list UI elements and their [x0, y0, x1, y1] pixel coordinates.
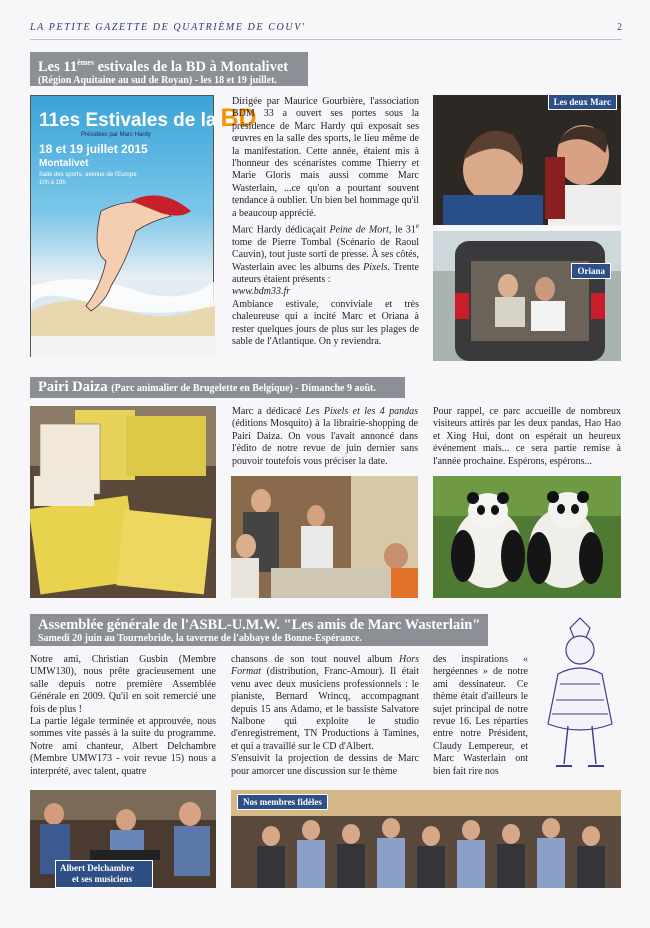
- photo-members: [231, 790, 621, 888]
- page-number: 2: [617, 22, 622, 33]
- article1-para-2: Marc Hardy dédicaçait Peine de Mort, le 31e tome de Pierre Tombal (Scénario de Raoul Cauvin), tout juste sorti de presse. À ses côtés, Wasterlain avec les albums des Pixels. Trente auteurs étaient présents :: [232, 222, 420, 286]
- article2-title: Pairi Daiza (Parc animalier de Brugelette en Belgique) - Dimanche 9 août.: [38, 379, 376, 395]
- poster-title: 11es Estivales de la: [39, 110, 217, 131]
- article1-para-1: Dirigée par Maurice Gourbière, l'association BDM 33 a ouvert ses portes sous la présidence de Marc Hardy qui exposait ses œuvres en la salle des sports, le lieu même de la manifestation. Cette année, étaient mis à l'honneur des scénaristes comme Thierry et Marie Gloris mais aussi comme Marc Wasterlain, ...ce qu'on a pourtant souvent tendance à oublier. Un bien bel hommage qu'il a beaucoup apprécié.: [232, 96, 419, 219]
- photo-albert-musicians: [30, 790, 216, 888]
- poster-city: Montalivet: [39, 158, 89, 169]
- article1-link[interactable]: www.bdm33.fr: [232, 286, 291, 298]
- article2-body-2: Pour rappel, ce parc accueille de nombreux visiteurs attirés par les deux pandas, Hao Hao et Xing Hui, dont on espérait un heureux événement mais... ce sera partie remise à l'année prochaine. Espérons, espérons...: [433, 406, 621, 467]
- article2-banner: [30, 377, 405, 398]
- article3-banner: [30, 614, 488, 646]
- poster-presided: Présidées par Marc Hardy: [81, 132, 151, 138]
- photo-two-marcs: [433, 95, 621, 225]
- article3-subtitle: Samedi 20 juin au Tournebride, la taverne de l'abbaye de Bonne-Espérance.: [38, 633, 362, 644]
- poster-place: Salle des sports, avenue de l'Europe: [39, 172, 137, 178]
- article1-banner: [30, 52, 308, 86]
- article3-col-1: Notre ami, Christian Gusbin (Membre UMW130), nous prête gracieusement une salle depuis notre première Assemblée Générale en 2009. Qu'il en soit remercié une fois de plus ! La partie légale terminée et approuvée, nous sommes vite passés à la suite du programme. Notre ami chanteur, Albert Delchambre (Membre UMW173 - voir revue 15) nous a interprété, avec talent, quatre: [30, 654, 216, 777]
- article1-para-3: Ambiance estivale, conviviale et très chaleureuse qui a incité Marc et Oriana à rester quelques jours de plus sur les plages de sable de l'Atlantique. On y reviendra.: [232, 298, 419, 348]
- running-head: [30, 22, 622, 40]
- wasterlain-character-drawing: [538, 614, 622, 782]
- article3-col-2: chansons de son tout nouvel album Hors Format (distribution, Franc-Amour). Il était venu avec deux musiciens professionnels : le pianiste, Bernard Wrincq, accompagnant depuis 15 ans Adamo, et le bassiste Salvatore Nalbone qui exploite le studio d'enregistrement, TN Productions à Tamines, et qui a travaillé sur le CD d'Albert. S'ensuivit la projection de dessins de Marc pour amorcer une discussion sur le thème: [231, 654, 419, 777]
- photo-pixels-books: [30, 406, 216, 598]
- article1-body: [232, 96, 419, 348]
- gazette-title: LA PETITE GAZETTE DE QUATRIÈME DE COUV': [30, 22, 306, 33]
- estivales-poster: [30, 95, 257, 357]
- article2-subtitle: (Parc animalier de Brugelette en Belgique) - Dimanche 9 août.: [111, 383, 376, 394]
- poster-title-bd: BD: [220, 104, 257, 132]
- article3-title: Assemblée générale de l'ASBL-U.M.W. "Les amis de Marc Wasterlain": [38, 617, 481, 633]
- photo-pandas: [433, 476, 621, 598]
- caption-two-marcs: Les deux Marc: [548, 95, 617, 110]
- poster-illustration: [31, 191, 215, 358]
- article1-subtitle: (Région Aquitaine au sud de Royan) - les 18 et 19 juillet.: [38, 74, 277, 86]
- caption-albert: Albert Delchambre et ses musiciens: [55, 860, 153, 888]
- poster-date: 18 et 19 juillet 2015: [39, 142, 148, 156]
- article2-body-1: Marc a dédicacé Les Pixels et les 4 pandas (éditions Mosquito) à la librairie-shopping de Pairi Daiza. On vous l'avait annoncé dans l'édito de notre revue de juin dernier sans pouvoir toutefois vous préciser la date.: [232, 406, 418, 467]
- article3-col-3: des inspirations « hergéennes » de notre ami dessinateur. Ce thème était d'ailleurs le sujet principal de notre revue 16. Les réparties entre notre Président, Claudy Lempereur, et Marc Wasterlain ont bien fait rire nos: [433, 654, 528, 777]
- caption-oriana: Oriana: [571, 263, 611, 279]
- caption-members: Nos membres fidèles: [237, 794, 328, 810]
- article1-title: Les 11èmes estivales de la BD à Montalivet: [38, 58, 289, 75]
- photo-signing: [231, 476, 418, 598]
- poster-hours: 10h à 19h: [39, 180, 66, 186]
- photo-oriana: [433, 231, 621, 361]
